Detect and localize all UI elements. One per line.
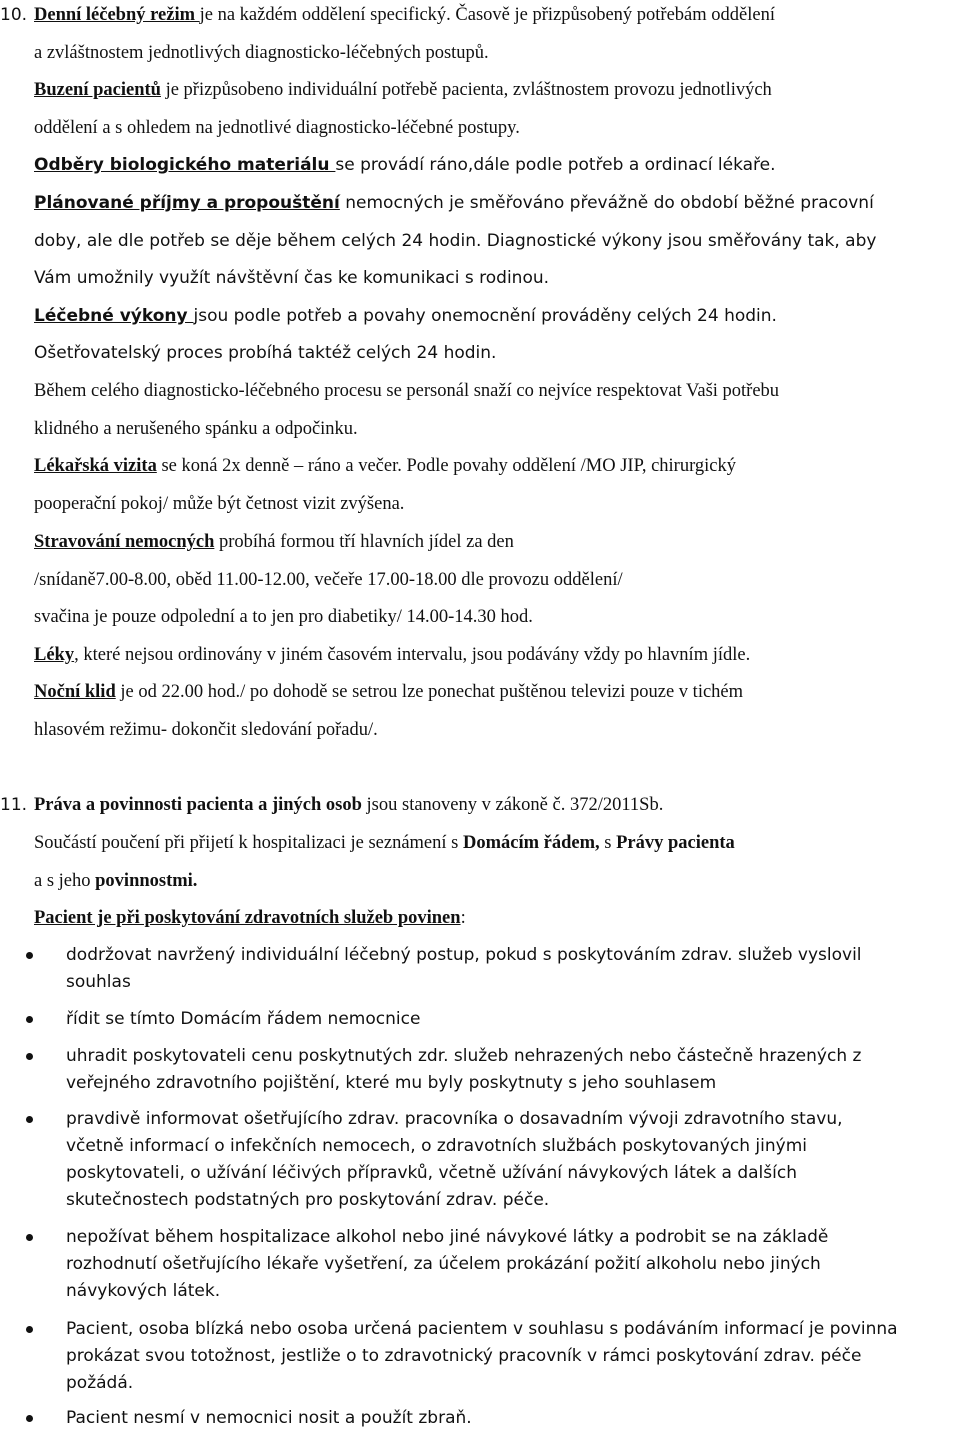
s11-intro-a: Součástí poučení při přijetí k hospitalizaci je seznámení s — [34, 833, 463, 853]
p7-line1 — [34, 455, 736, 477]
s11-intro-c: s — [599, 833, 617, 853]
bullet-3-line-2: veřejného zdravotního pojištění, které mu byly poskytnuty s jeho souhlasem — [66, 1073, 717, 1093]
bullet-4-line-3: poskytovateli, o užívání léčivých přípravků, včetně užívání návykových látek a dalších — [66, 1163, 797, 1183]
p5-line1 — [34, 305, 777, 327]
p4-text1: nemocných je směřováno převážně do období běžné pracovní — [339, 193, 874, 213]
p1-text1: je na každém oddělení specifický. Časově je přizpůsobený potřebám oddělení — [199, 5, 775, 25]
bullet-7-line-1: Pacient nesmí v nemocnici nosit a použít zbraň. — [66, 1408, 472, 1428]
duties-colon: : — [460, 908, 466, 928]
s11-intro-line2 — [34, 870, 197, 892]
p4-line3: Vám umožnily využít návštěvní čas ke komunikaci s rodinou. — [34, 268, 550, 288]
bullet-6-line-3: požádá. — [66, 1373, 134, 1393]
p1-heading: Denní léčebný režim — [34, 5, 200, 25]
p4-line1 — [34, 192, 874, 214]
p4-line2: doby, ale dle potřeb se děje během celých 24 hodin. Diagnostické výkony jsou směřovány tak, aby — [34, 231, 877, 251]
p2-line2: oddělení a s ohledem na jednotlivé diagnosticko-léčebné postupy. — [34, 118, 520, 138]
p6-line2: klidného a nerušeného spánku a odpočinku. — [34, 419, 358, 439]
p10-heading: Noční klid — [34, 682, 116, 702]
p7-heading: Lékařská vizita — [34, 456, 157, 476]
bullet-dot — [26, 1415, 33, 1422]
p9-text1: , které nejsou ordinovány v jiném časovém intervalu, jsou podávány vždy po hlavním jídle. — [74, 645, 751, 665]
p8-line3: svačina je pouze odpolední a to jen pro diabetiky/ 14.00-14.30 hod. — [34, 607, 533, 627]
p9-heading: Léky — [34, 645, 75, 665]
p6-line1: Během celého diagnosticko-léčebného procesu se personál snaží co nejvíce respektovat Vaši potřebu — [34, 381, 780, 401]
p2-heading: Buzení pacientů — [34, 80, 161, 100]
p3-heading: Odběry biologického materiálu — [34, 155, 336, 175]
s11-intro-line1 — [34, 832, 735, 854]
bullet-dot — [26, 1326, 33, 1333]
p10-line2: hlasovém režimu- dokončit sledování pořadu/. — [34, 720, 378, 740]
p8-line2: /snídaně7.00-8.00, oběd 11.00-12.00, večeře 17.00-18.00 dle provozu oddělení/ — [34, 570, 623, 590]
p5-line2: Ošetřovatelský proces probíhá taktéž celých 24 hodin. — [34, 343, 497, 363]
p1-line2: a zvláštnostem jednotlivých diagnosticko-léčebných postupů. — [34, 43, 489, 63]
bullet-2-line-1: řídit se tímto Domácím řádem nemocnice — [66, 1009, 421, 1029]
s11-title: Práva a povinnosti pacienta a jiných osob — [34, 795, 362, 815]
p5-text1: jsou podle potřeb a povahy onemocnění prováděny celých 24 hodin. — [193, 306, 777, 326]
bullet-dot — [26, 1116, 33, 1123]
bullet-4-line-4: skutečnostech podstatných pro poskytování zdrav. péče. — [66, 1190, 550, 1210]
p2-line1 — [34, 79, 772, 101]
bullet-6-line-1: Pacient, osoba blízká nebo osoba určená pacientem v souhlasu s podáváním informací je povinna — [66, 1319, 898, 1339]
s11-intro2-b: povinnostmi. — [95, 871, 198, 891]
bullet-dot — [26, 1053, 33, 1060]
p10-text1: je od 22.00 hod./ po dohodě se setrou lze ponechat puštěnou televizi pouze v tichém — [115, 682, 744, 702]
bullet-4-line-1: pravdivě informovat ošetřujícího zdrav. pracovníka o dosavadním vývoji zdravotního stavu, — [66, 1109, 843, 1129]
bullet-dot — [26, 1234, 33, 1241]
p4-heading: Plánované příjmy a propouštění — [34, 193, 340, 213]
bullet-1-line-2: souhlas — [66, 972, 131, 992]
p8-heading: Stravování nemocných — [34, 532, 215, 552]
p8-line1 — [34, 531, 514, 553]
p10-line1 — [34, 681, 743, 703]
s11-intro-b: Domácím řádem, — [462, 833, 600, 853]
p7-line2: pooperační pokoj/ může být četnost vizit zvýšena. — [34, 494, 405, 514]
bullet-5-line-1: nepožívat během hospitalizace alkohol nebo jiné návykové látky a podrobit se na základě — [66, 1227, 829, 1247]
bullet-1-line-1: dodržovat navržený individuální léčebný postup, pokud s poskytováním zdrav. služeb vyslovil — [66, 945, 862, 965]
duties-heading: Pacient je při poskytování zdravotních služeb povinen — [34, 908, 461, 928]
bullet-5-line-3: návykových látek. — [66, 1281, 221, 1301]
p8-text1: probíhá formou tří hlavních jídel za den — [214, 532, 514, 552]
duties-heading-line — [34, 907, 466, 929]
bullet-dot — [26, 1016, 33, 1023]
section-10-number: 10. — [0, 5, 28, 25]
p3-line1 — [34, 154, 776, 176]
s11-intro-d: Právy pacienta — [616, 833, 735, 853]
bullet-6-line-2: prokázat svou totožnost, jestliže o to zdravotnický pracovník v rámci poskytování zdrav. péče — [66, 1346, 862, 1366]
p3-text1: se provádí ráno,dále podle potřeb a ordinací lékaře. — [335, 155, 776, 175]
p2-text1: je přizpůsobeno individuální potřebě pacienta, zvláštnostem provozu jednotlivých — [160, 80, 772, 100]
bullet-5-line-2: rozhodnutí ošetřujícího lékaře vyšetření, za účelem prokázání požití alkoholu nebo jiných — [66, 1254, 821, 1274]
s11-intro2-a: a s jeho — [34, 871, 96, 891]
s11-title-rest: jsou stanoveny v zákoně č. 372/2011Sb. — [361, 795, 664, 815]
section-11-number: 11. — [0, 795, 28, 815]
bullet-dot — [26, 952, 33, 959]
bullet-3-line-1: uhradit poskytovateli cenu poskytnutých zdr. služeb nehrazených nebo částečně hrazených z — [66, 1046, 862, 1066]
p9-line1 — [34, 644, 750, 666]
s11-title-line — [34, 794, 663, 816]
p1-line1 — [34, 4, 775, 26]
p5-heading: Léčebné výkony — [34, 306, 194, 326]
p7-text1: se koná 2x denně – ráno a večer. Podle povahy oddělení /MO JIP, chirurgický — [156, 456, 737, 476]
bullet-4-line-2: včetně informací o infekčních nemocech, o zdravotních službách poskytovaných jinými — [66, 1136, 807, 1156]
